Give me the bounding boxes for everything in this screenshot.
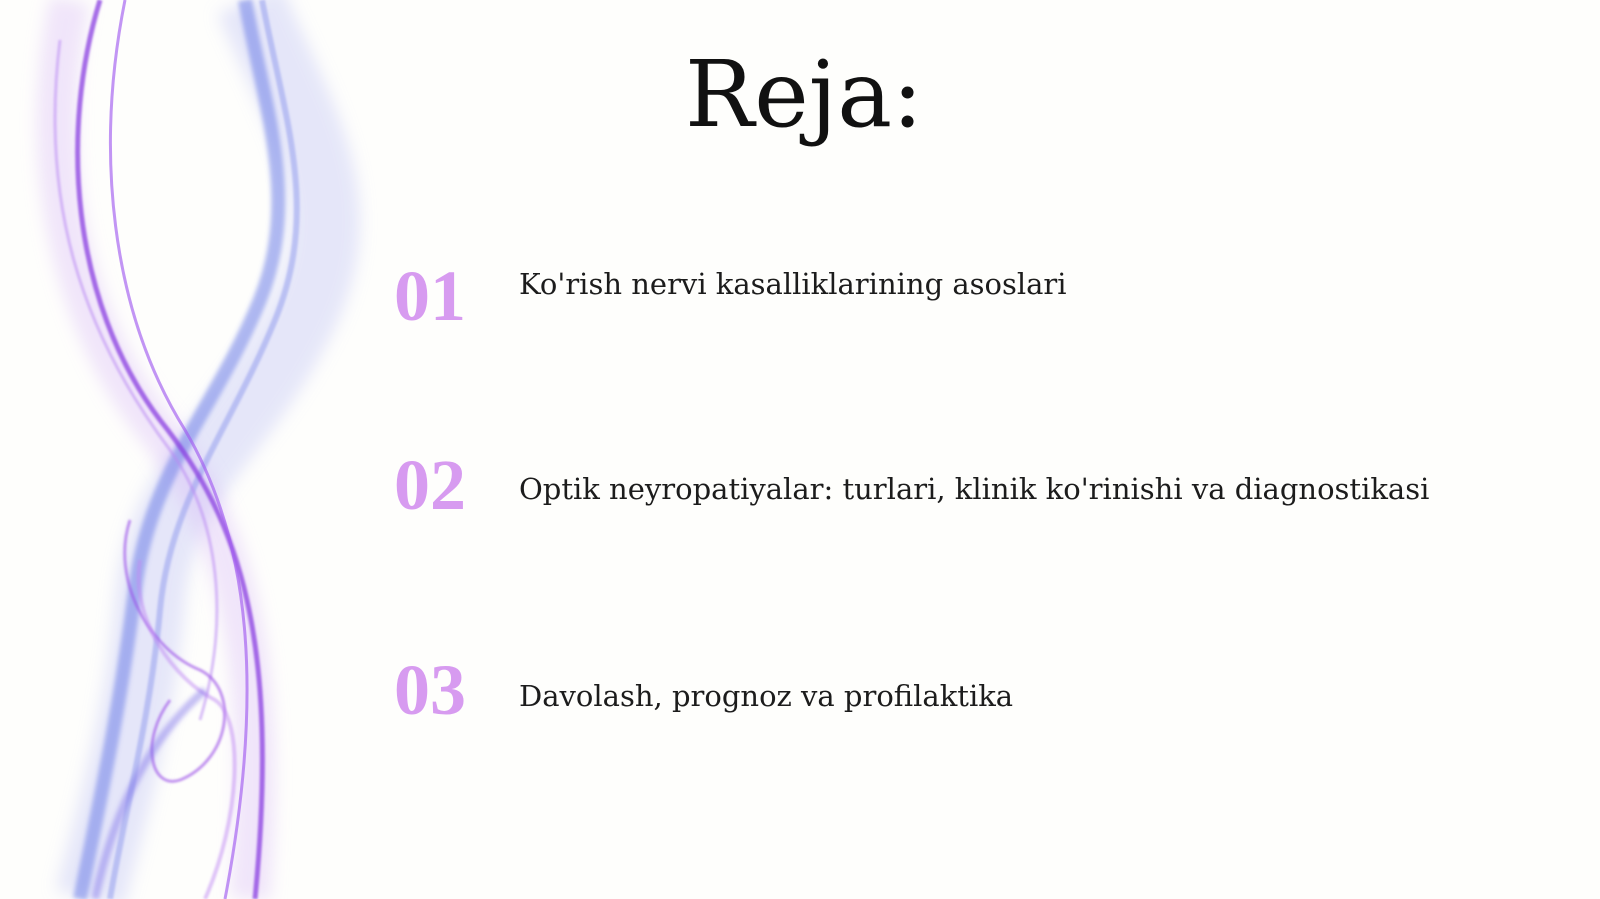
- agenda-number-3: 03: [394, 650, 466, 730]
- slide-title: Reja:: [684, 41, 924, 148]
- agenda-item-1: Ko'rish nervi kasalliklarining asoslari: [519, 267, 1067, 301]
- agenda-number-1: 01: [394, 256, 466, 336]
- agenda-number-2: 02: [394, 445, 466, 525]
- agenda-item-3: Davolash, prognoz va profilaktika: [519, 679, 1014, 713]
- agenda-item-2: Optik neyropatiyalar: turlari, klinik ko'rinishi va diagnostikasi: [519, 472, 1430, 506]
